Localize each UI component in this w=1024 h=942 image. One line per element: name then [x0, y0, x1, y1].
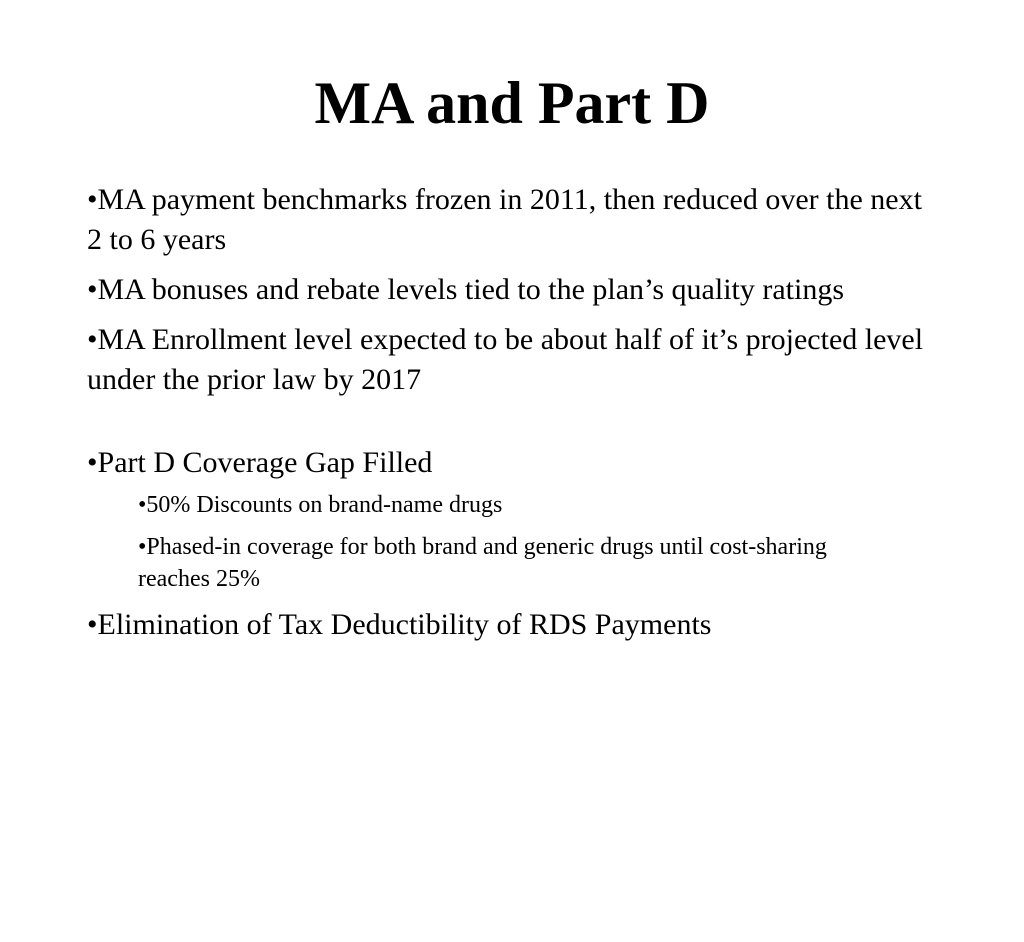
slide-title: MA and Part D: [314, 70, 710, 136]
slide-content: [87, 180, 937, 655]
sub-bullet-phased-coverage: •Phased-in coverage for both brand and generic drugs until cost-sharing reaches 25%: [138, 534, 827, 592]
sub-bullet-discounts: •50% Discounts on brand-name drugs: [138, 492, 503, 518]
bullet-ma-benchmarks: •MA payment benchmarks frozen in 2011, then reduced over the next 2 to 6 years: [87, 183, 922, 256]
bullet-ma-enrollment: •MA Enrollment level expected to be about half of it’s projected level under the prior law by 2017: [87, 323, 924, 396]
bullet-part-d-gap: •Part D Coverage Gap Filled: [87, 446, 433, 479]
bullet-ma-bonuses: •MA bonuses and rebate levels tied to the plan’s quality ratings: [87, 273, 845, 306]
bullet-rds-deductibility: •Elimination of Tax Deductibility of RDS Payments: [87, 608, 712, 641]
